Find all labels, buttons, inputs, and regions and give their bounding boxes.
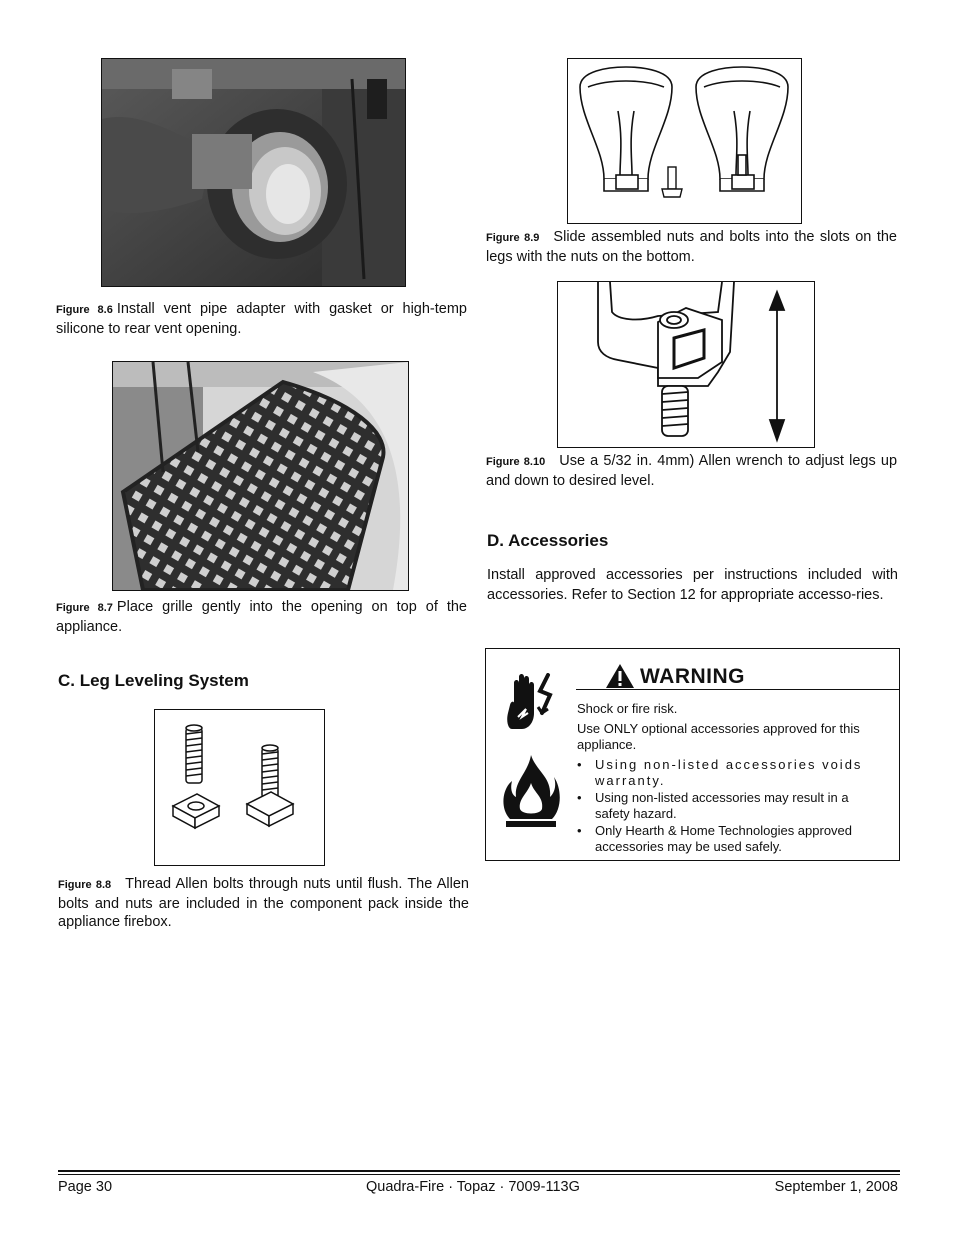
warning-title: WARNING — [640, 665, 745, 688]
figure-label: Figure 8.9 — [486, 232, 540, 244]
warning-bullet: • Using non-listed accessories may result in a safety hazard. — [577, 790, 869, 823]
warning-bullet: • Only Hearth & Home Technologies approved accessories may be used safely. — [577, 823, 869, 856]
warning-line-1: Shock or fire risk. — [577, 701, 678, 716]
footer-page: Page 30 — [58, 1179, 113, 1195]
figure-8-9-drawing — [567, 58, 802, 224]
figure-label: Figure 8.10 — [486, 456, 546, 468]
caption-text: Thread Allen bolts through nuts until flush. The Allen bolts and nuts are included in the component pack inside the appliance firebox. — [58, 876, 469, 930]
fire-icon — [500, 753, 562, 839]
figure-8-10-caption — [486, 452, 897, 490]
figure-8-8-drawing — [154, 709, 325, 866]
shock-hand-icon — [504, 673, 562, 739]
figure-8-10-drawing — [557, 281, 815, 448]
figure-label: Figure 8.8 — [58, 879, 112, 891]
figure-8-7-photo — [112, 361, 409, 591]
section-heading-leg-leveling: C. Leg Leveling System — [58, 671, 249, 690]
footer-doc: Quadra-Fire · Topaz · 7009-113G — [366, 1179, 580, 1195]
warning-line-2: Use ONLY optional accessories approved for this appliance. — [577, 720, 860, 752]
warning-text — [577, 701, 869, 856]
figure-8-8-caption — [58, 875, 469, 932]
leg-closeup-icon — [598, 282, 734, 436]
warning-box — [485, 648, 900, 861]
warning-triangle-icon — [605, 663, 635, 689]
footer-rule — [58, 1170, 900, 1172]
bolt-in-nut-icon — [247, 745, 293, 826]
leg-assembled-icon — [696, 67, 788, 191]
figure-8-6-photo — [101, 58, 406, 287]
allen-bolt-icon — [186, 725, 202, 783]
figure-8-6-caption — [56, 300, 467, 338]
accessories-body: Install approved accessories per instructions included with accessories. Refer to Section 12 for appropriate accesso-ries. — [487, 567, 898, 603]
warning-bullets — [577, 757, 869, 856]
footer-date: September 1, 2008 — [774, 1179, 898, 1195]
square-nut-icon — [173, 794, 219, 828]
caption-text: Install vent pipe adapter with gasket or high-temp silicone to rear vent opening. — [56, 301, 467, 337]
up-down-arrow-icon — [770, 292, 784, 440]
figure-8-7-caption — [56, 598, 467, 636]
footer-rule-thin — [58, 1174, 900, 1175]
figure-label: Figure 8.7 — [56, 602, 113, 614]
caption-text: Place grille gently into the opening on top of the appliance. — [56, 599, 467, 635]
small-bolt-icon — [662, 167, 682, 197]
figure-8-9-caption — [486, 228, 897, 266]
caption-text: Use a 5/32 in. 4mm) Allen wrench to adjust legs up and down to desired level. — [486, 453, 898, 489]
figure-label: Figure 8.6 — [56, 304, 113, 316]
section-heading-accessories: D. Accessories — [487, 531, 609, 550]
warning-bullet: • Using non-listed accessories voids warranty. — [577, 757, 869, 790]
leg-icon — [580, 67, 672, 191]
caption-text: Slide assembled nuts and bolts into the slots on the legs with the nuts on the bottom. — [486, 229, 897, 265]
